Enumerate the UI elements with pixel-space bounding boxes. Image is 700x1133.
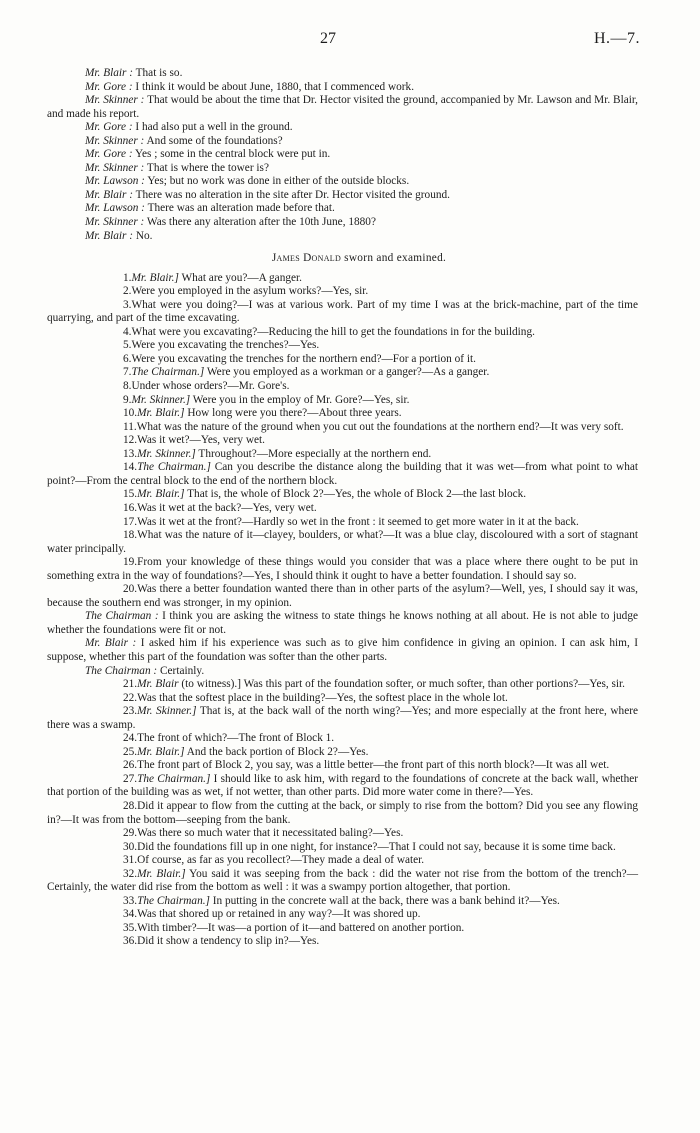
transcript-paragraph	[47, 81, 638, 95]
speaker-name: Mr. Blair :	[85, 229, 134, 242]
utterance-text: Was that the softest place in the building?—Yes, the softest place in the whole lot.	[137, 691, 508, 704]
utterance-text: Certainly.	[157, 664, 205, 677]
transcript-paragraph	[47, 895, 638, 909]
utterance-text: Was there any alteration after the 10th June, 1880?	[144, 216, 376, 229]
utterance-text: With timber?—It was—a portion of it—and battered on another portion.	[137, 921, 465, 934]
question-number: 22.	[123, 691, 138, 704]
question-number: 24.	[123, 732, 138, 745]
question-number: 30.	[123, 840, 138, 853]
speaker-name: The Chairman :	[85, 610, 159, 623]
transcript-paragraph	[47, 202, 638, 216]
utterance-text: That is, the whole of Block 2?—Yes, the whole of Block 2—the last block.	[184, 488, 527, 501]
transcript-paragraph	[47, 773, 638, 800]
transcript-paragraph	[47, 610, 638, 637]
speaker-name: Mr. Skinner.]	[137, 447, 196, 460]
speaker-name: Mr. Gore :	[85, 148, 133, 161]
question-number: 3.	[123, 298, 132, 311]
speaker-name: Mr. Skinner :	[85, 216, 145, 229]
speaker-name: Mr. Blair.]	[131, 271, 179, 284]
transcript-paragraph	[47, 868, 638, 895]
witness-name: James Donald	[271, 252, 342, 265]
utterance-text: Did it show a tendency to slip in?—Yes.	[137, 935, 320, 948]
utterance-text: You said it was seeping from the back : did the water not rise from the bottom of the trench?—Certainly, the water did rise from the bottom as well : it was a swampy portion altogether, that portion.	[47, 867, 638, 894]
transcript-paragraph	[47, 339, 638, 353]
utterance-text: Were you in the employ of Mr. Gore?—Yes, sir.	[190, 393, 410, 406]
transcript-paragraph	[47, 692, 638, 706]
transcript-paragraph	[47, 800, 638, 827]
utterance-text: Were you employed as a workman or a ganger?—As a ganger.	[204, 366, 490, 379]
transcript-paragraph	[47, 175, 638, 189]
utterance-text: There was an alteration made before that.	[144, 202, 335, 215]
transcript-paragraph	[47, 841, 638, 855]
utterance-text: How long were you there?—About three years.	[184, 407, 402, 420]
utterance-text: I had also put a well in the ground.	[132, 121, 293, 134]
utterance-text: Was it wet at the back?—Yes, very wet.	[137, 501, 317, 514]
question-number: 15.	[123, 488, 138, 501]
transcript-paragraph	[47, 665, 638, 679]
question-number: 16.	[123, 501, 138, 514]
utterance-text: Of course, as far as you recollect?—They made a deal of water.	[137, 854, 425, 867]
question-number: 36.	[123, 935, 138, 948]
transcript-paragraph	[47, 488, 638, 502]
question-number: 25.	[123, 745, 138, 758]
question-number: 23.	[123, 705, 138, 718]
question-number: 29.	[123, 827, 138, 840]
transcript-paragraph	[47, 556, 638, 583]
utterance-text: I should like to ask him, with regard to the foundations of concrete at the back wall, whether that portion of the building was as wet, if not wetter, than other parts. Did more water come in there?—Yes.	[47, 772, 638, 799]
question-number: 33.	[123, 894, 138, 907]
question-number: 14.	[123, 461, 138, 474]
transcript-paragraph	[47, 935, 638, 949]
utterance-text: What were you excavating?—Reducing the hill to get the foundations in for the building.	[131, 325, 535, 338]
transcript-paragraph	[47, 67, 638, 81]
transcript-paragraph	[47, 502, 638, 516]
transcript-paragraph	[47, 189, 638, 203]
transcript-paragraph	[47, 407, 638, 421]
speaker-name: Mr. Skinner :	[85, 94, 145, 107]
transcript-paragraph	[47, 732, 638, 746]
transcript-paragraph	[47, 353, 638, 367]
question-number: 12.	[123, 434, 138, 447]
utterance-text: That is so.	[133, 67, 183, 79]
transcript-paragraph	[47, 421, 638, 435]
transcript-paragraph	[47, 394, 638, 408]
pre-examination-dialogue	[47, 67, 638, 243]
question-number: 27.	[123, 772, 138, 785]
speaker-name: The Chairman :	[85, 664, 158, 677]
speaker-name: Mr. Blair.]	[137, 488, 185, 501]
speaker-name: Mr. Blair.]	[137, 407, 185, 420]
utterance-text: And some of the foundations?	[144, 134, 283, 147]
utterance-text: There was no alteration in the site after Dr. Hector visited the ground.	[133, 188, 450, 201]
question-number: 5.	[123, 339, 132, 352]
utterance-text: What are you?—A ganger.	[178, 271, 302, 284]
speaker-name: The Chairman.]	[131, 366, 205, 379]
utterance-text: I think you are asking the witness to state things he knows nothing at all about. He is not able to judge whether the foundations were fit or not.	[47, 610, 638, 636]
transcript-paragraph	[47, 434, 638, 448]
utterance-text: No.	[133, 229, 153, 242]
question-number: 6.	[123, 352, 132, 365]
examination-transcript	[47, 271, 638, 949]
transcript-paragraph	[47, 583, 638, 610]
speaker-name: Mr. Blair :	[85, 67, 134, 79]
speaker-name: Mr. Blair.]	[137, 745, 185, 758]
transcript-paragraph	[47, 230, 638, 244]
document-reference: H.—7.	[593, 30, 640, 47]
transcript-paragraph	[47, 637, 638, 664]
utterance-text: Yes; but no work was done in either of the outside blocks.	[144, 175, 410, 188]
speaker-name: Mr. Blair :	[85, 637, 137, 650]
speaker-name: Mr. Gore :	[85, 121, 133, 134]
question-number: 11.	[123, 420, 137, 433]
speaker-name: Mr. Blair :	[85, 188, 134, 201]
speaker-name: Mr. Blair.]	[137, 867, 186, 880]
question-number: 10.	[123, 407, 138, 420]
speaker-name: Mr. Blair	[137, 678, 179, 691]
transcript-paragraph	[47, 705, 638, 732]
utterance-text: Were you excavating the trenches for the northern end?—For a portion of it.	[131, 352, 476, 365]
speaker-name: The Chairman.]	[137, 894, 210, 907]
question-number: 2.	[123, 285, 132, 298]
question-number: 17.	[123, 515, 138, 528]
speaker-name: Mr. Skinner.]	[131, 393, 191, 406]
speaker-name: Mr. Skinner :	[85, 134, 145, 147]
transcript-paragraph	[47, 285, 638, 299]
transcript-paragraph	[47, 678, 638, 692]
speaker-name: Mr. Lawson :	[85, 202, 145, 215]
utterance-text: And the back portion of Block 2?—Yes.	[184, 745, 369, 758]
question-number: 19.	[123, 556, 138, 569]
transcript-paragraph	[47, 529, 638, 556]
transcript-paragraph	[47, 908, 638, 922]
utterance-text: What were you doing?—I was at various work. Part of my time I was at the brick-machine, part of the time quarrying, and part of the time excavating.	[47, 298, 638, 325]
question-number: 9.	[123, 393, 132, 406]
utterance-text: I think it would be about June, 1880, that I commenced work.	[132, 80, 415, 93]
utterance-text: Was that shored up or retained in any way?—It was shored up.	[137, 908, 421, 921]
transcript-paragraph	[47, 854, 638, 868]
question-number: 20.	[123, 583, 138, 596]
utterance-text: Under whose orders?—Mr. Gore's.	[131, 380, 290, 393]
page-header	[0, 32, 700, 52]
utterance-text: That would be about the time that Dr. Hector visited the ground, accompanied by Mr. Lawson and Mr. Blair, and made his report.	[47, 94, 638, 120]
utterance-text: That is, at the back wall of the north wing?—Yes; and more especially at the front here, where there was a swamp.	[47, 705, 638, 731]
transcript-paragraph	[47, 299, 638, 326]
utterance-text: What was the nature of the ground when you cut out the foundations at the northern end?—It was very soft.	[136, 420, 624, 433]
question-number: 13.	[123, 447, 138, 460]
question-number: 26.	[123, 759, 138, 772]
transcript-paragraph	[47, 746, 638, 760]
speaker-name: The Chairman.]	[137, 461, 211, 474]
transcript-paragraph	[47, 366, 638, 380]
utterance-text: Was there a better foundation wanted there than in other parts of the asylum?—Well, yes, I should say it was, because the southern end was stronger, in my opinion.	[47, 583, 638, 609]
transcript-paragraph	[47, 461, 638, 488]
question-number: 21.	[123, 678, 138, 691]
question-number: 35.	[123, 921, 138, 934]
transcript-paragraph	[47, 121, 638, 135]
transcript-paragraph	[47, 326, 638, 340]
transcript-paragraph	[47, 922, 638, 936]
speaker-name: The Chairman.]	[137, 772, 211, 785]
transcript-paragraph	[47, 162, 638, 176]
question-number: 28.	[123, 799, 138, 812]
utterance-text: Can you describe the distance along the building that it was wet—from what point to what point?—From the central block to the end of the northern block.	[47, 461, 638, 487]
utterance-text: The front part of Block 2, you say, was a little better—the front part of this north block?—It was all wet.	[137, 759, 610, 772]
question-number: 8.	[123, 380, 132, 393]
speaker-name: Mr. Lawson :	[85, 175, 145, 188]
utterance-text: (to witness).] Was this part of the foundation softer, or much softer, than other portions?—Yes, sir.	[178, 678, 625, 691]
question-number: 1.	[123, 271, 132, 284]
question-number: 32.	[123, 867, 138, 880]
utterance-text: Throughout?—More especially at the northern end.	[195, 447, 432, 460]
utterance-text: Was there so much water that it necessitated baling?—Yes.	[137, 827, 404, 840]
utterance-text: That is where the tower is?	[144, 161, 269, 174]
question-number: 7.	[123, 366, 132, 379]
utterance-text: Did the foundations fill up in one night, for instance?—That I could not say, because it is some time back.	[137, 840, 616, 853]
question-number: 34.	[123, 908, 138, 921]
witness-heading-rest: sworn and examined.	[341, 252, 447, 265]
transcript-paragraph	[47, 827, 638, 841]
utterance-text: Was it wet?—Yes, very wet.	[137, 434, 265, 447]
utterance-text: Was it wet at the front?—Hardly so wet in the front : it seemed to get more water in it at the back.	[137, 515, 579, 528]
speaker-name: Mr. Skinner.]	[137, 705, 197, 718]
utterance-text: In putting in the concrete wall at the back, there was a bank behind it?—Yes.	[209, 894, 560, 907]
transcript-paragraph	[47, 516, 638, 530]
transcript-paragraph	[47, 272, 638, 286]
question-number: 18.	[123, 529, 138, 542]
question-number: 4.	[123, 325, 132, 338]
speaker-name: Mr. Skinner :	[85, 161, 145, 174]
transcript-paragraph	[47, 94, 638, 121]
witness-heading	[80, 252, 638, 266]
utterance-text: I asked him if his experience was such as to give him confidence in giving an opinion. I can ask him, I suppose, whether this part of the foundation was softer than the other parts.	[47, 637, 638, 663]
utterance-text: Yes ; some in the central block were put in.	[132, 148, 331, 161]
utterance-text: The front of which?—The front of Block 1.	[137, 732, 335, 745]
utterance-text: From your knowledge of these things would you consider that was a place where there ought to be put in something extra in the way of foundations?—Yes, I should think it ought to have a better foundation. I should say so.	[47, 556, 638, 582]
transcript-paragraph	[47, 216, 638, 230]
transcript-paragraph	[47, 380, 638, 394]
utterance-text: Were you employed in the asylum works?—Yes, sir.	[131, 285, 369, 298]
utterance-text: Were you excavating the trenches?—Yes.	[131, 339, 320, 352]
utterance-text: Did it appear to flow from the cutting at the back, or simply to rise from the bottom? Did you see any flowing in?—It was from the bottom—seeping from the bank.	[47, 799, 638, 826]
speaker-name: Mr. Gore :	[85, 80, 133, 93]
transcript-paragraph	[47, 148, 638, 162]
transcript-paragraph	[47, 448, 638, 462]
transcript-paragraph	[47, 759, 638, 773]
page-number: 27	[320, 30, 336, 47]
transcript-paragraph	[47, 135, 638, 149]
page-body	[47, 67, 638, 949]
utterance-text: What was the nature of it—clayey, boulders, or what?—It was a blue clay, discoloured with a sort of stagnant water principally.	[47, 529, 638, 555]
question-number: 31.	[123, 854, 138, 867]
